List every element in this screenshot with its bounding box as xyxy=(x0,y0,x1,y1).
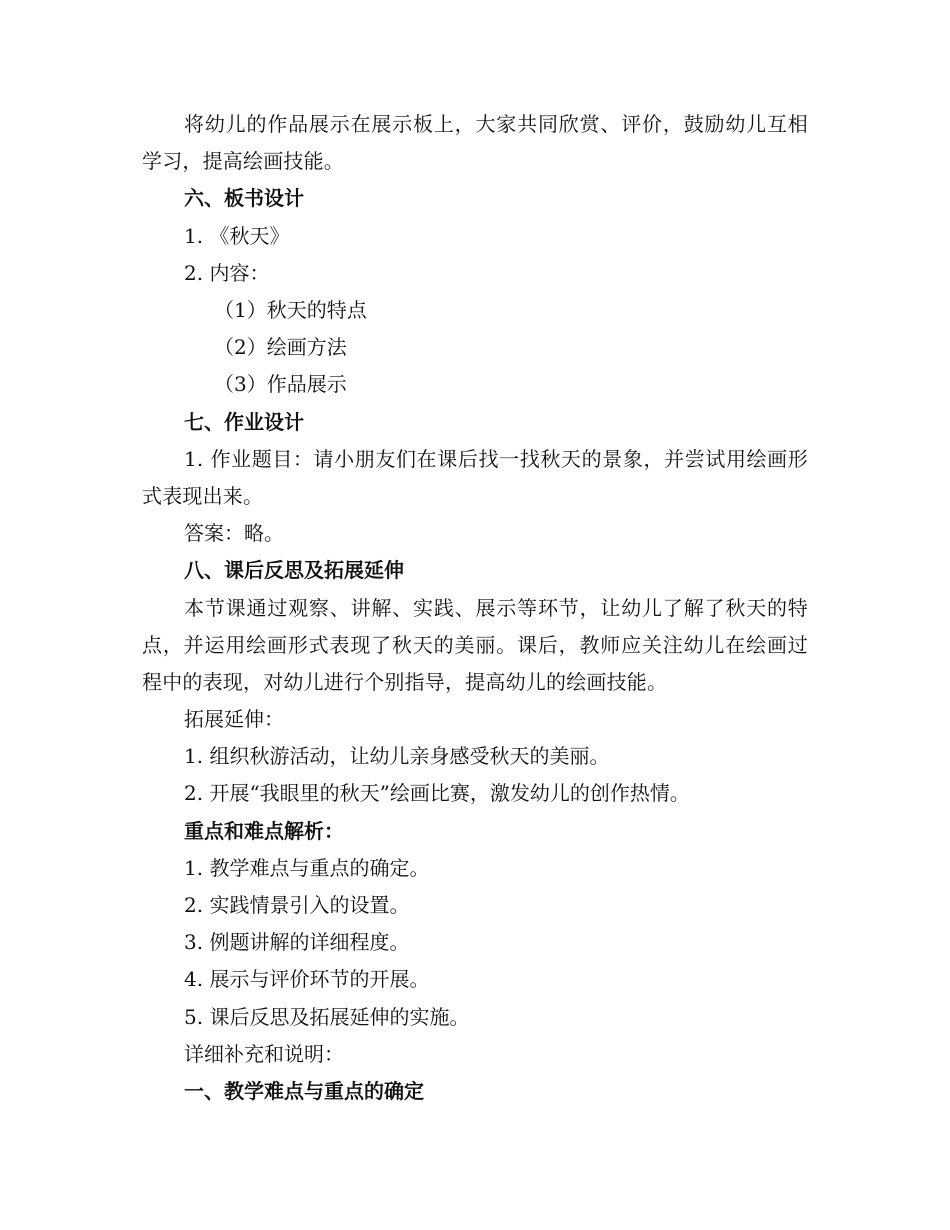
section-heading-reflection: 八、课后反思及拓展延伸 xyxy=(184,558,404,583)
board-item-2: 2. 内容： xyxy=(184,260,270,285)
key-point-1: 1. 教学难点与重点的确定。 xyxy=(184,855,430,880)
board-subitem-2: （2）绘画方法 xyxy=(214,335,347,360)
extension-item-2: 2. 开展“我眼里的秋天”绘画比赛，激发幼儿的创作热情。 xyxy=(184,781,690,806)
key-point-2: 2. 实践情景引入的设置。 xyxy=(184,893,410,918)
document-page xyxy=(142,106,808,1110)
key-point-4: 4. 展示与评价环节的开展。 xyxy=(184,967,430,992)
key-points-title: 重点和难点解析： xyxy=(184,818,344,843)
extension-item-1: 1. 组织秋游活动，让幼儿亲身感受秋天的美丽。 xyxy=(184,744,610,769)
key-point-5: 5. 课后反思及拓展延伸的实施。 xyxy=(184,1004,470,1029)
homework-answer: 答案：略。 xyxy=(184,521,284,546)
section-heading-homework: 七、作业设计 xyxy=(184,409,304,434)
extension-title: 拓展延伸： xyxy=(184,707,284,732)
section-heading-difficulty: 一、教学难点与重点的确定 xyxy=(184,1078,424,1103)
board-subitem-3: （3）作品展示 xyxy=(214,372,347,397)
key-point-3: 3. 例题讲解的详细程度。 xyxy=(184,930,410,955)
detail-title: 详细补充和说明： xyxy=(184,1041,344,1066)
paragraph-reflection: 本节课通过观察、讲解、实践、展示等环节，让幼儿了解了秋天的特点，并运用绘画形式表现了秋天的美丽。课后，教师应关注幼儿在绘画过程中的表现，对幼儿进行个别指导，提高幼儿的绘画技能。 xyxy=(142,595,808,694)
section-heading-board: 六、板书设计 xyxy=(184,186,304,211)
board-subitem-1: （1）秋天的特点 xyxy=(214,297,367,322)
board-item-1: 1. 《秋天》 xyxy=(184,223,290,248)
homework-item-1: 1. 作业题目：请小朋友们在课后找一找秋天的景象，并尝试用绘画形式表现出来。 xyxy=(142,446,808,508)
paragraph-display: 将幼儿的作品展示在展示板上，大家共同欣赏、评价，鼓励幼儿互相学习，提高绘画技能。 xyxy=(142,112,808,174)
